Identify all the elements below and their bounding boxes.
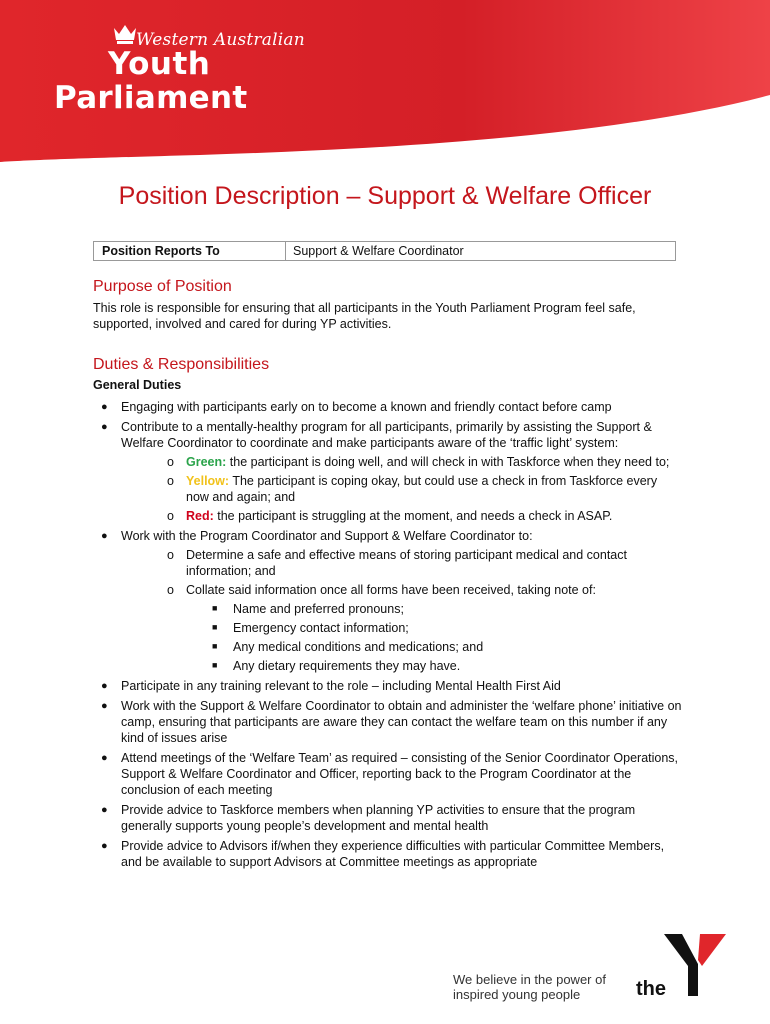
circle-bullet-icon: o	[167, 474, 174, 488]
general-duties-subheading: General Duties	[93, 378, 182, 392]
bullet-icon: ●	[101, 700, 108, 712]
bullet-icon: ●	[101, 421, 108, 433]
duties-list	[93, 399, 683, 874]
duties-heading: Duties & Responsibilities	[93, 356, 270, 373]
list-item: ● Work with the Program Coordinator and Support & Welfare Coordinator to: o Determine a safe and effective means of storing participant medical and contact information; and o Collate said information once all forms have been received, taking note of: ■ Name and preferred pronouns; ■ Emergency contact information; ■ Any medical conditions and medications; and ■ Any dietary requirements they may have.	[93, 528, 683, 674]
square-bullet-icon: ■	[212, 660, 218, 670]
logo-youth-text: Youth	[108, 46, 211, 82]
square-bullet-icon: ■	[212, 603, 218, 613]
purpose-heading: Purpose of Position	[93, 278, 232, 295]
bullet-icon: ●	[101, 804, 108, 816]
list-item-green: o Green: the participant is doing well, and will check in with Taskforce when they need to;	[167, 455, 670, 469]
footer-tagline: We believe in the power of inspired young people	[453, 972, 606, 1002]
list-item: o Collate said information once all forms have been received, taking note of: ■ Name and preferred pronouns; ■ Emergency contact information; ■ Any medical conditions and medications; and ■ Any dietary requirements they may have.	[121, 582, 683, 674]
circle-bullet-icon: o	[167, 509, 174, 523]
list-item: ■ Emergency contact information;	[212, 621, 409, 635]
circle-bullet-icon: o	[167, 583, 174, 597]
list-item: ■ Any dietary requirements they may have.	[212, 659, 461, 673]
list-item-yellow: o Yellow: The participant is coping okay, but could use a check in from Taskforce every now and again; and	[167, 474, 658, 504]
list-item: ● Work with the Support & Welfare Coordinator to obtain and administer the ‘welfare phone’ initiative on camp, ensuring that participants are aware they can contact the welfare team on this number if any kind of issues arise	[101, 699, 682, 745]
square-bullet-icon: ■	[212, 641, 218, 651]
crown-icon	[112, 22, 138, 46]
list-item: ● Provide advice to Advisors if/when they experience difficulties with particular Committee Members, and be available to support Advisors at Committee meetings as appropriate	[101, 839, 665, 869]
list-item: ■ Name and preferred pronouns;	[212, 602, 404, 616]
list-item: ● Engaging with participants early on to become a known and friendly contact before camp	[101, 400, 612, 414]
bullet-icon: ●	[101, 752, 108, 764]
list-item: ■ Any medical conditions and medications; and	[212, 640, 484, 654]
y-logo-icon	[660, 930, 730, 1000]
page-title: Position Description – Support & Welfare Officer	[118, 182, 652, 210]
logo-script-text: Western Australian	[136, 30, 305, 50]
square-bullet-icon: ■	[212, 622, 218, 632]
circle-bullet-icon: o	[167, 548, 174, 562]
reports-to-value: Support & Welfare Coordinator	[293, 244, 464, 258]
purpose-text: This role is responsible for ensuring that all participants in the Youth Parliament Program feel safe, supported, involved and cared for during YP activities.	[93, 301, 636, 331]
list-item: ● Provide advice to Taskforce members when planning YP activities to ensure that the program generally supports young people’s development and mental health	[101, 803, 636, 833]
bullet-icon: ●	[101, 401, 108, 413]
bullet-icon: ●	[101, 680, 108, 692]
logo-parliament-text: Parliament	[54, 80, 248, 116]
list-item: ● Attend meetings of the ‘Welfare Team’ as required – consisting of the Senior Coordinator Operations, Support & Welfare Coordinator and Officer, reporting back to the Program Coordinator at the conclusion of each meeting	[101, 751, 679, 797]
list-item: ● Contribute to a mentally-healthy program for all participants, primarily by assisting the Support & Welfare Coordinator to coordinate and make participants aware of the ‘traffic light’ system: o Green: the participant is doing well, and will check in with Taskforce when they need to; o Yellow: The participant is coping okay, but could use a check in from Taskforce every now and again; and o Red: the participant is struggling at the moment, and needs a check in ASAP.	[93, 419, 683, 524]
reports-to-label: Position Reports To	[94, 242, 286, 260]
reports-to-table	[93, 241, 676, 261]
bullet-icon: ●	[101, 840, 108, 852]
list-item: o Determine a safe and effective means of storing participant medical and contact information; and	[167, 548, 627, 578]
bullet-icon: ●	[101, 530, 108, 542]
circle-bullet-icon: o	[167, 455, 174, 469]
list-item-red: o Red: the participant is struggling at the moment, and needs a check in ASAP.	[167, 509, 613, 523]
the-y-wordmark: the	[636, 978, 666, 1000]
list-item: ● Participate in any training relevant to the role – including Mental Health First Aid	[101, 679, 561, 693]
